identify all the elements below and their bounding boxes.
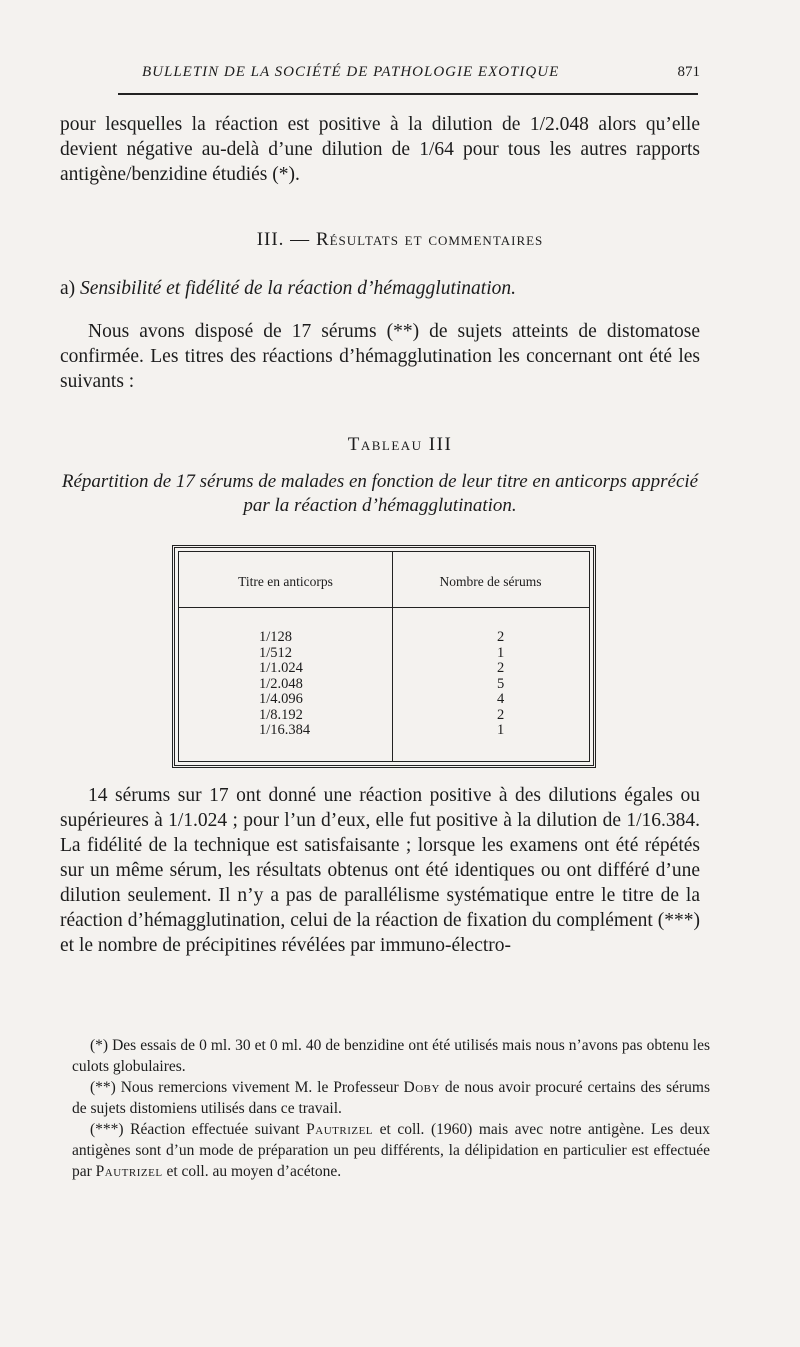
table-cell-nombre: 5	[497, 675, 505, 692]
footnote-3-text-a: (***) Réaction effectuée suivant	[90, 1121, 307, 1138]
running-title: BULLETIN DE LA SOCIÉTÉ DE PATHOLOGIE EXOTIQUE	[142, 64, 560, 80]
header-titre: Titre en anticorps	[238, 574, 333, 589]
antibody-table	[172, 545, 596, 768]
paragraph-intro: pour lesquelles la réaction est positive à la dilution de 1/2.048 alors qu’elle devient négative au-delà d’une dilution de 1/64 pour tous les autres rapports antigène/benzidine étudiés (*).	[60, 114, 700, 185]
footnote-3-author-2: Pautrizel	[95, 1163, 163, 1180]
subsection-label: a)	[60, 278, 81, 299]
footnote-3	[72, 1119, 710, 1182]
footnote-1: (*) Des essais de 0 ml. 30 et 0 ml. 40 de benzidine ont été utilisés mais nous n’avons pas obtenu les culots globulaires.	[72, 1037, 710, 1075]
section-number: III. —	[256, 229, 316, 250]
footnote-2-author: Doby	[403, 1079, 440, 1096]
paragraph-results: 14 sérums sur 17 ont donné une réaction positive à des dilutions égales ou supérieures à 1/1.024 ; pour l’un d’eux, elle fut positive à la dilution de 1/16.384. La fidélité de la technique est satisfaisante ; lorsque les examens ont été répétés sur un même sérum, les résultats obtenus ont été identiques ou ont différé d’une dilution seulement. Il n’y a pas de parallélisme systématique entre le titre de la réaction d’hémagglutination, celui de la réaction de fixation du complément (***) et le nombre de précipitines révélées par immuno-électro-	[60, 785, 700, 956]
table-cell-nombre: 4	[497, 691, 505, 707]
footnote-3-text-c: et coll. au moyen d’acétone.	[162, 1163, 342, 1180]
header-rule	[118, 93, 698, 95]
table-cell-nombre: 1	[497, 644, 505, 661]
section-title: Résultats et commentaires	[315, 229, 544, 250]
footnote-3-text-b: et coll. (1960) mais avec notre antigène. Les deux antigènes sont d’un mode de préparation un peu différents, la délipidation en particulier est effectuée par	[72, 1121, 710, 1180]
header-nombre: Nombre de sérums	[439, 574, 542, 589]
table-cell-titre: 1/16.384	[259, 722, 311, 738]
footnotes	[72, 1035, 710, 1182]
subsection-heading	[60, 278, 700, 300]
footnote-2-text-b: de nous avoir procuré certains des sérums de sujets distomiens utilisés dans ce travail.	[72, 1079, 710, 1117]
table-cell-titre: 1/1.024	[259, 660, 303, 676]
page-number: 871	[677, 64, 700, 80]
table-header-rule	[179, 607, 589, 608]
footnote-2	[72, 1077, 710, 1119]
table-cell-nombre: 1	[497, 722, 505, 738]
table-cell-nombre: 2	[497, 629, 505, 645]
table-inner-frame	[178, 551, 590, 762]
table-cell-titre: 1/2.048	[259, 675, 303, 692]
table-caption: Répartition de 17 sérums de malades en fonction de leur titre en anticorps apprécié par la réaction d’hémagglutination.	[61, 471, 699, 516]
table-cell-nombre: 2	[497, 660, 505, 676]
subsection-title: Sensibilité et fidélité de la réaction d’hémagglutination.	[80, 278, 516, 299]
section-heading	[0, 229, 800, 251]
footnote-2-text-a: (**) Nous remercions vivement M. le Professeur	[90, 1079, 404, 1096]
table-cell-titre: 1/4.096	[259, 691, 303, 707]
table-cell-titre: 1/8.192	[259, 706, 303, 723]
table-cell-nombre: 2	[497, 706, 505, 723]
table-cell-titre: 1/128	[259, 629, 293, 645]
footnote-3-author-1: Pautrizel	[306, 1121, 374, 1138]
table-label: Tableau III	[347, 434, 453, 455]
paragraph-sera-intro: Nous avons disposé de 17 sérums (**) de sujets atteints de distomatose confirmée. Les titres des réactions d’hémagglutination les concernant ont été les suivants :	[60, 321, 700, 392]
table-cell-titre: 1/512	[259, 644, 293, 661]
